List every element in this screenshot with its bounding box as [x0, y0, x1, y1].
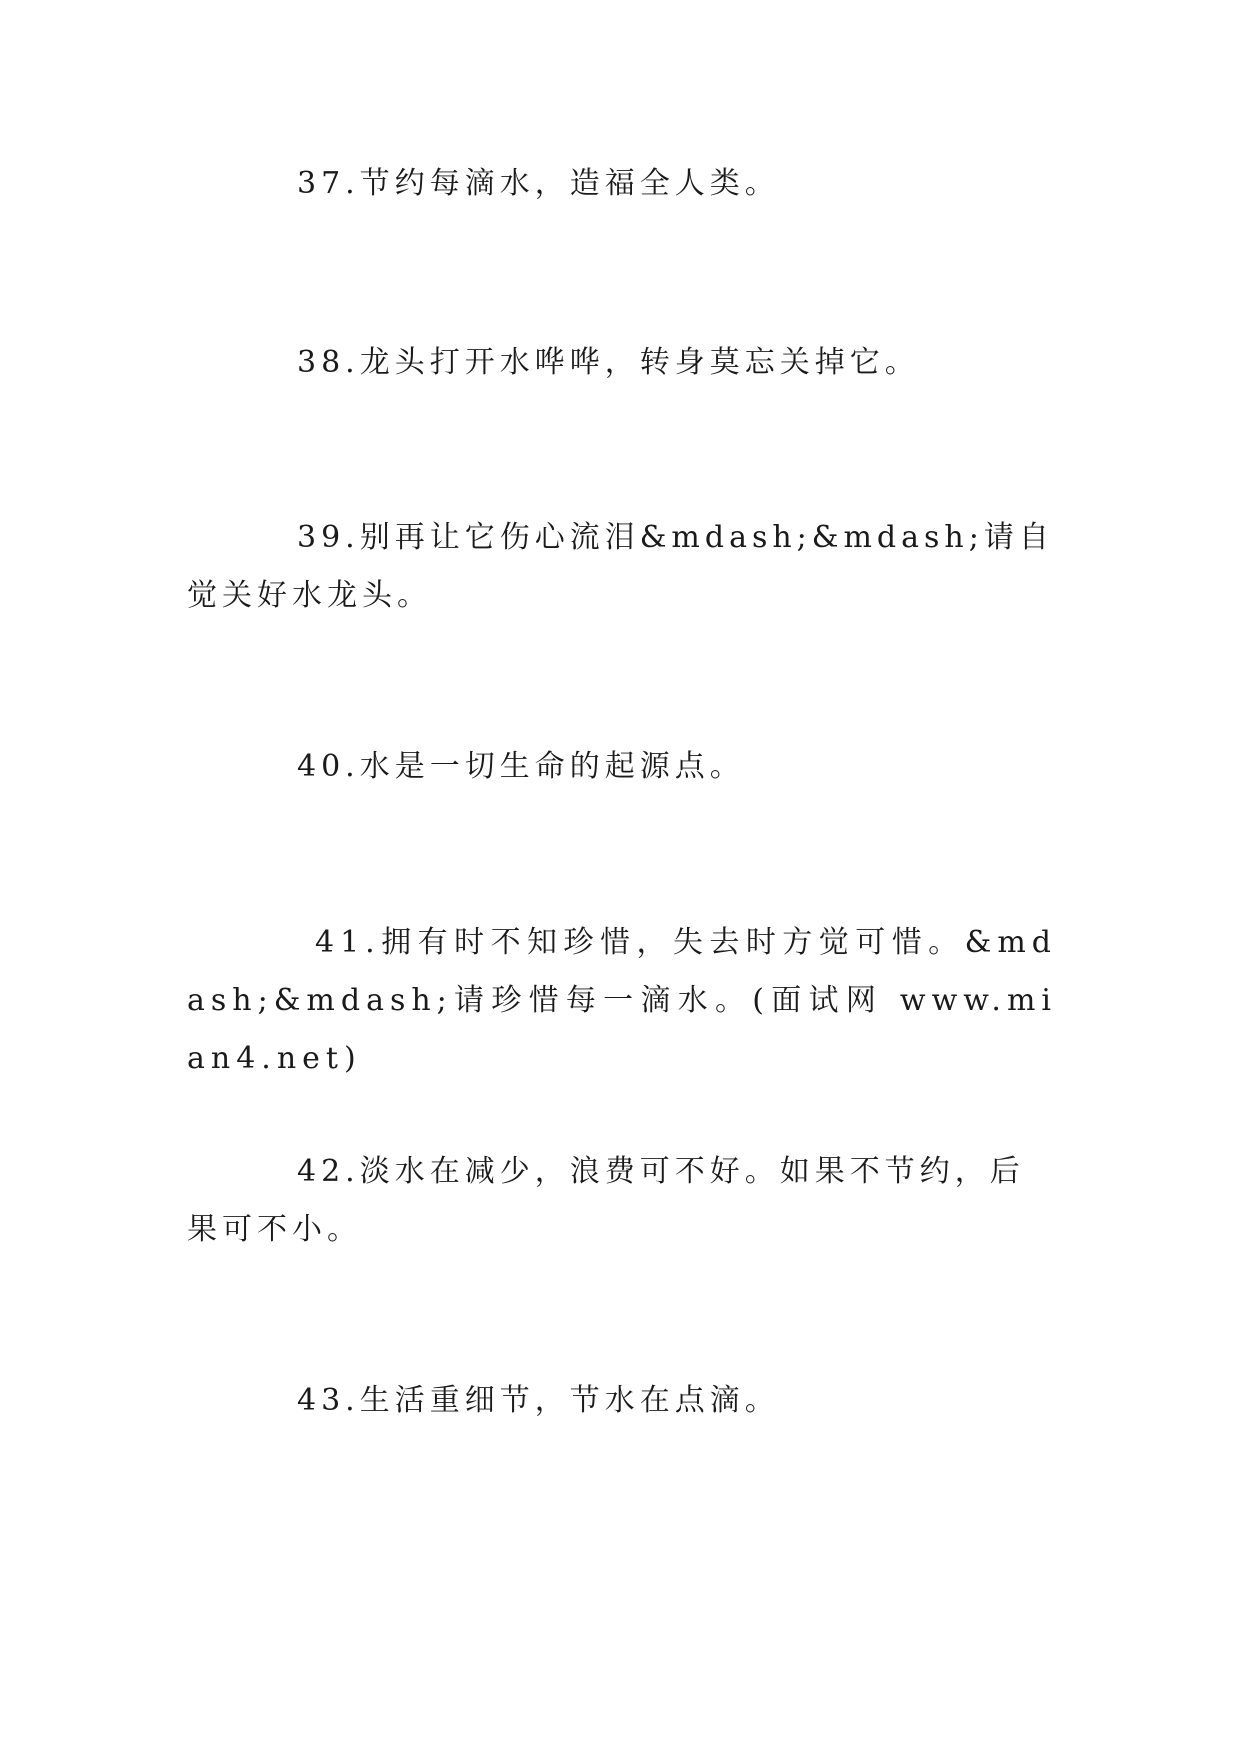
paragraph-40: 40.水是一切生命的起源点。 [297, 749, 745, 784]
paragraph-38: 38.龙头打开水哗哗，转身莫忘关掉它。 [297, 345, 920, 380]
paragraph-39: 39.别再让它伤心流泪&mdash;&mdash;请自觉关好水龙头。 [187, 520, 1054, 613]
paragraph-43: 43.生活重细节，节水在点滴。 [297, 1383, 780, 1418]
paragraph-37: 37.节约每滴水，造福全人类。 [297, 166, 780, 201]
paragraph-41: 41.拥有时不知珍惜，失去时方觉可惜。&mdash;&mdash;请珍惜每一滴水。(面试网 www.mian4.net) [187, 925, 1057, 1076]
paragraph-42: 42.淡水在减少，浪费可不好。如果不节约，后果可不小。 [187, 1154, 1025, 1247]
